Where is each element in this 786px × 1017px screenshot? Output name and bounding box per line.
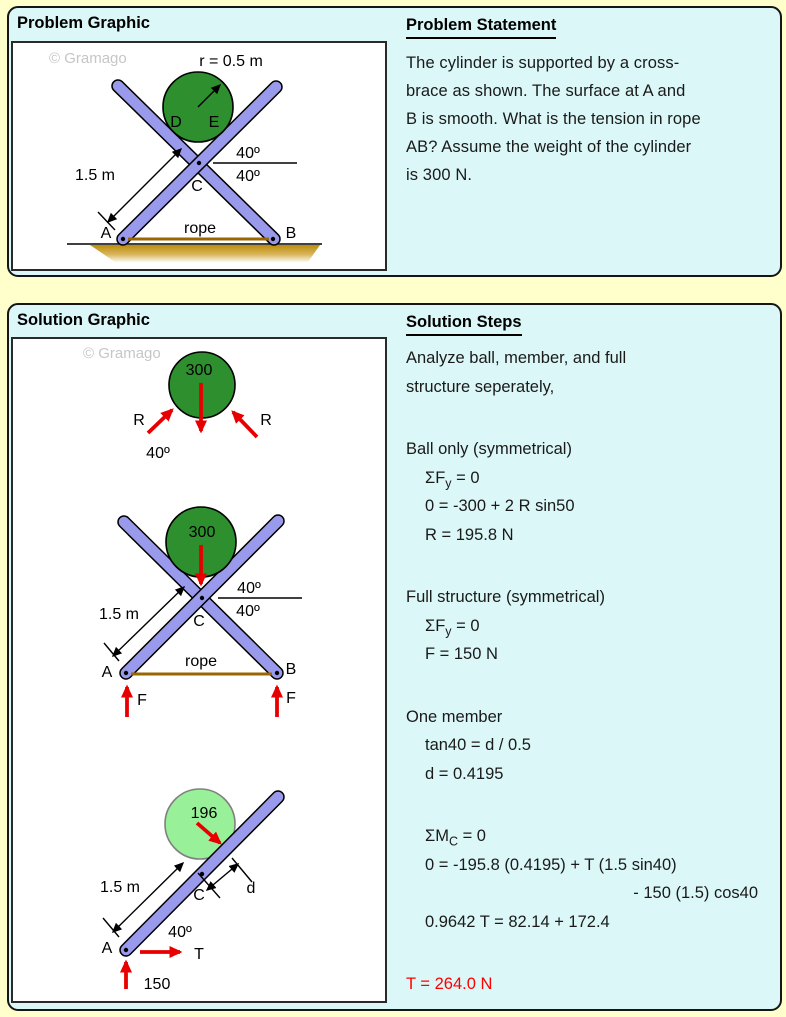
solution-step-line: Full structure (symmetrical) [406,588,605,606]
weight-label: 300 [188,524,216,541]
solution-step-line: - 150 (1.5) cos40 [633,884,758,902]
statement-line: The cylinder is supported by a cross- [406,54,680,72]
solution-step-line: R = 195.8 N [425,525,514,544]
point-b-dot [275,671,279,675]
solution-step-line: One member [406,707,503,726]
tension-label: T [194,946,204,963]
solution-step-line: Analyze ball, member, and full [406,349,627,367]
point-b-dot [271,237,275,241]
solution-step-spacer [406,936,758,970]
solution-step-line: $\Sigma F_y = 0$ [425,616,480,638]
point-a-dot [124,948,128,952]
point-a-dot [121,237,125,241]
solution-step-line: 0 = -195.8 (0.4195) + T (1.5 sin40) [425,855,677,874]
force-label-left: F [137,692,147,709]
solution-step-spacer [406,669,758,703]
problem-graphic-title: Problem Graphic [17,14,150,32]
solution-step-line: structure seperately, [406,377,555,396]
problem-panel [7,6,782,277]
label-b: B [285,661,297,678]
solution-step-line: 0 = -300 + 2 R sin50 [425,497,575,515]
force-label-right: F [286,690,296,707]
angle-label: 40º [168,924,192,941]
solution-step-line: tan40 = d / 0.5 [425,736,531,754]
label-c: C [193,887,205,904]
label-d: D [170,114,182,131]
angle-bottom-label: 40º [236,603,260,620]
radius-label: r = 0.5 m [199,53,263,70]
statement-line: brace as shown. The surface at A and [406,82,686,100]
solution-step-spacer [406,549,758,583]
angle-bottom-label: 40º [236,168,260,185]
label-b: B [285,225,297,242]
problem-graphic [11,41,387,271]
label-e: E [208,114,220,131]
weight-label: 300 [185,362,213,379]
problem-statement-text [406,49,778,189]
solution-panel [7,303,782,1011]
d-label: d [246,880,256,897]
solution-steps-list [406,344,758,999]
solution-step-line: 0.9642 T = 82.14 + 172.4 [425,912,610,931]
statement-line: AB? Assume the weight of the cylinder [406,138,692,156]
statement-line: B is smooth. What is the tension in rope [406,110,701,128]
support-force-label: 150 [143,976,171,993]
solution-step-line: d = 0.4195 [425,764,504,783]
rope-label: rope [184,653,218,670]
point-a-dot [124,671,128,675]
length-label: 1.5 m [98,606,140,623]
solution-step-line: F = 150 N [425,645,498,663]
statement-line: is 300 N. [406,166,473,184]
solution-graphic [11,337,387,1003]
label-c: C [191,178,203,195]
watermark: © Gramago [83,345,161,362]
point-c-dot [197,161,201,165]
reaction-label-right: R [260,412,272,429]
reaction-label-left: R [133,412,145,429]
label-c: C [193,613,205,630]
solution-step-line: T = 264.0 N [406,975,493,993]
label-a: A [100,225,112,242]
angle-top-label: 40º [237,580,261,597]
problem-statement-title: Problem Statement [406,16,556,39]
solution-step-spacer [406,401,758,435]
solution-steps-title: Solution Steps [406,313,522,336]
watermark: © Gramago [49,50,127,67]
solution-step-line: $\Sigma F_y = 0$ [425,468,480,490]
angle-label: 40º [146,445,170,462]
solution-step-line: $\Sigma M_C = 0$ [425,827,486,849]
solution-step-spacer [406,788,758,822]
length-label: 1.5 m [99,879,141,896]
ground-shading [90,245,320,262]
length-label: 1.5 m [74,167,116,184]
solution-graphic-title: Solution Graphic [17,311,150,329]
rope-label: rope [183,220,217,237]
angle-top-label: 40º [236,145,260,162]
label-a: A [101,940,113,957]
point-c-dot [200,596,204,600]
normal-force-label: 196 [190,805,218,822]
solution-step-line: Ball only (symmetrical) [406,440,572,458]
label-a: A [101,664,113,681]
